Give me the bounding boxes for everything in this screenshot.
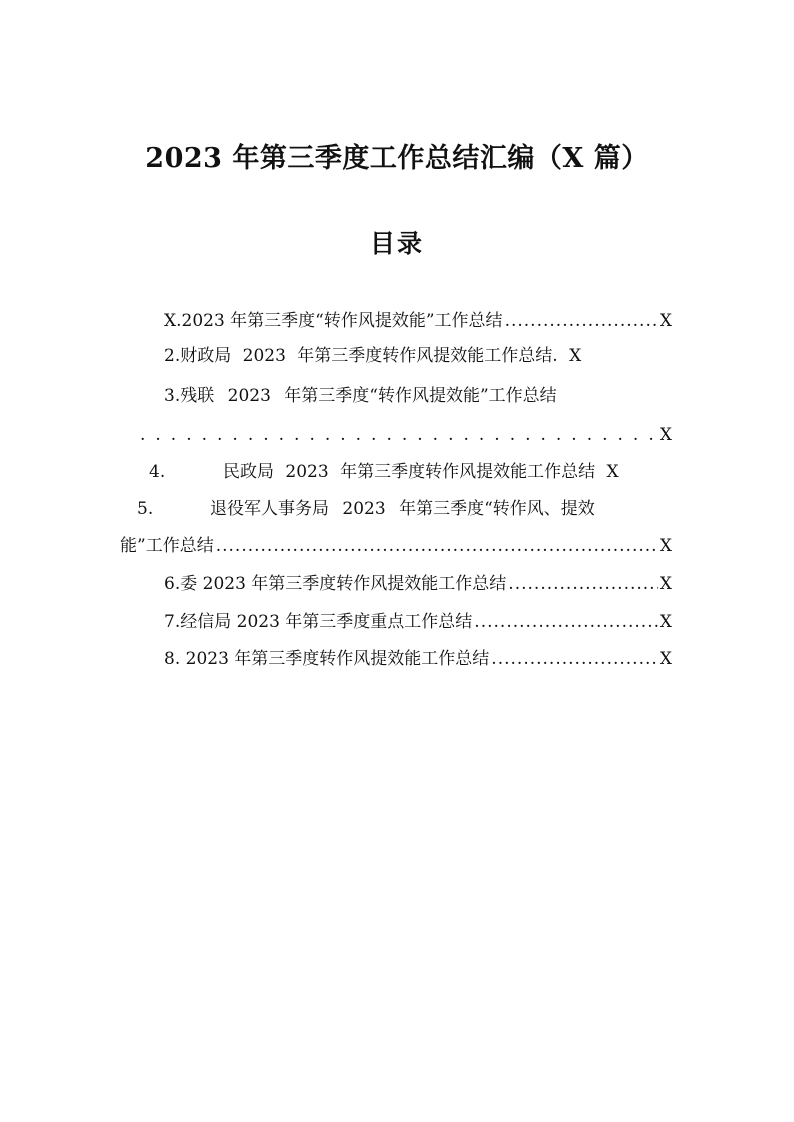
toc-item-5-cont [120,535,672,557]
toc-item-6[interactable] [164,573,672,595]
toc-item-3-leader [140,424,660,446]
toc-item-8-leader [491,648,658,670]
toc-item-5-leader [216,535,658,557]
toc-item-6-page: X [659,574,672,594]
toc-item-6-text: 6.委 2023 年第三季度转作风提效能工作总结 [164,574,507,594]
toc-item-4-num: 4. [149,462,166,482]
toc-heading: 目录 [369,229,424,258]
toc-item-8[interactable] [164,648,672,670]
toc-item-5-page: X [659,536,672,556]
toc-item-4-text: 民政局 2023 年第三季度转作风提效能工作总结 X [223,462,619,482]
toc-item-3-text: 3.残联 2023 年第三季度“转作风提效能”工作总结 [164,386,557,406]
toc-item-1[interactable] [164,310,672,332]
document-title: 2023 年第三季度工作总结汇编（X 篇） [145,143,649,174]
toc-item-5-num: 5. [137,499,154,519]
toc-item-3-page: X [659,425,672,445]
toc-item-6-leader [508,573,658,595]
toc-item-7[interactable] [164,611,672,633]
toc-item-8-page: X [659,649,672,669]
toc-item-3-cont [140,424,672,446]
toc-item-5-cont-text: 能”工作总结 [120,536,214,556]
toc-item-1-text: X.2023 年第三季度“转作风提效能”工作总结 [164,311,503,331]
toc-item-7-leader [474,611,658,633]
toc-item-7-page: X [659,612,672,632]
toc-item-3[interactable] [164,385,672,407]
toc-item-8-text: 8. 2023 年第三季度转作风提效能工作总结 [164,649,490,669]
toc-item-1-leader [505,310,658,332]
toc-item-2[interactable] [164,345,672,367]
toc-item-5[interactable] [137,498,672,520]
toc-item-4[interactable] [149,461,672,483]
toc-item-5-text: 退役军人事务局 2023 年第三季度“转作风、提效 [210,499,595,519]
toc-item-1-page: X [659,311,672,331]
toc-item-2-text: 2.财政局 2023 年第三季度转作风提效能工作总结. X [164,346,582,366]
toc-item-7-text: 7.经信局 2023 年第三季度重点工作总结 [164,612,473,632]
